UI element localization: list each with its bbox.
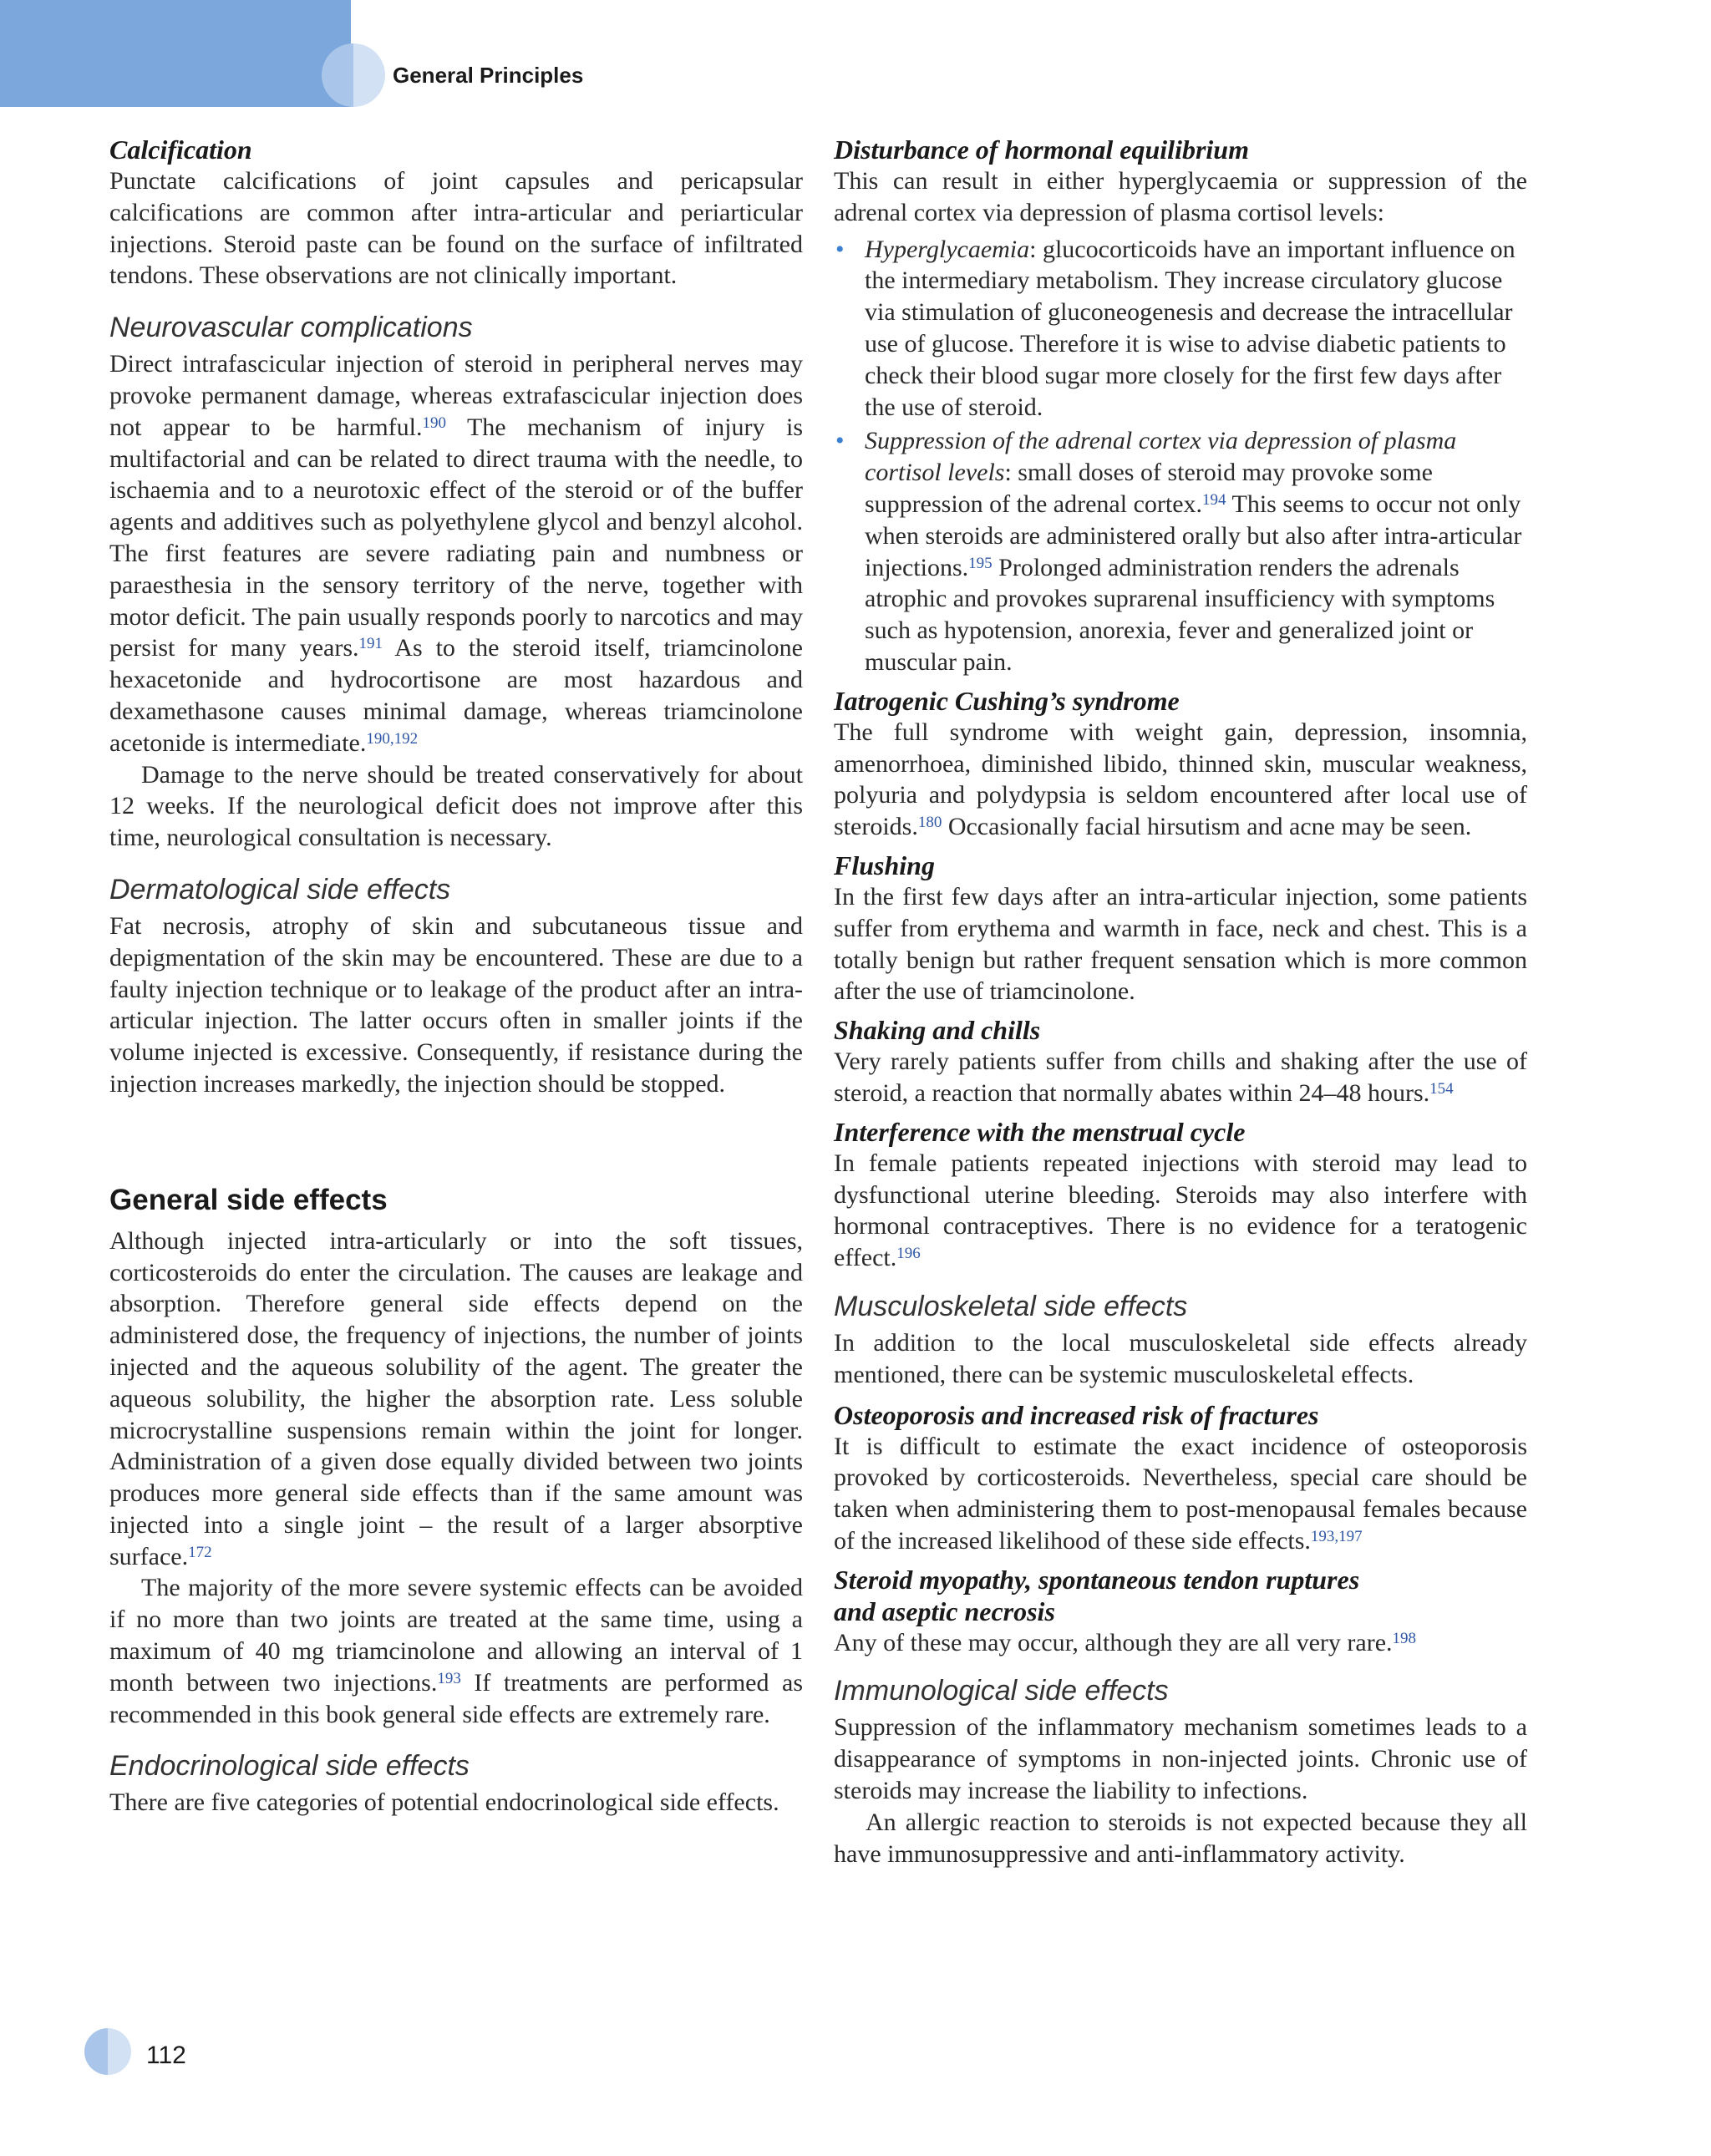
reference-180[interactable]: 180 xyxy=(917,814,942,832)
reference-195[interactable]: 195 xyxy=(968,554,993,572)
neurovascular-heading: Neurovascular complications xyxy=(109,312,473,344)
cushing-paragraph: The full syndrome with weight gain, depression, insomnia, amenorrhoea, diminished libido, thinned skin, muscular weakness, polyuria and polydypsia is seldom encountered after local use of steroids.$^{180}$ Occasionally facial hirsutism and acne may be seen. xyxy=(834,718,1527,841)
bullet-icon: • xyxy=(835,427,845,455)
osteoporosis-heading: Osteoporosis and increased risk of fractures xyxy=(834,1399,1319,1430)
neurovascular-paragraph-1: Direct intrafascicular injection of steroid in peripheral nerves may provoke permanent damage, whereas extrafascicular injection does not appear to be harmful.$^{190}$ The mechanism of injury is multifactorial and can be related to direct trauma with the needle, to ischaemia and to a neurotoxic effect of the steroid or of the buffer agents and additives such as polyethylene glycol and benzyl alcohol. The first features are severe radiating pain and numbness or paraesthesia in the sensory territory of the nerve, together with motor deficit. The pain usually responds poorly to narcotics and may persist for many years.$^{191}$ As to the steroid itself, triamcinolone hexacetonide and hydrocortisone are most hazardous and dexamethasone causes minimal damage, whereas triamcinolone acetonide is intermediate.$^{190,192}$ xyxy=(109,350,804,757)
right-column xyxy=(834,134,1527,1869)
calcification-heading: Calcification xyxy=(109,134,252,165)
reference-191[interactable]: 191 xyxy=(358,635,383,653)
immunological-paragraph-1: Suppression of the inflammatory mechanism sometimes leads to a disappearance of symptoms in non-injected joints. Chronic use of steroids may increase the liability to infections. xyxy=(834,1713,1527,1805)
reference-190[interactable]: 190 xyxy=(422,413,446,432)
endocrinological-heading: Endocrinological side effects xyxy=(109,1750,470,1783)
menstrual-paragraph: In female patients repeated injections with steroid may lead to dysfunctional uterine bleeding. Steroids may also interfere with hormonal contraceptives. There is no evidence for a teratogenic effect.$^{196}$ xyxy=(834,1149,1527,1272)
header-circle-icon xyxy=(322,43,385,107)
myopathy-paragraph: Any of these may occur, although they are all very rare.$^{198}$ xyxy=(834,1628,1417,1656)
reference-190-192[interactable]: 190,192 xyxy=(366,729,419,748)
neurovascular-paragraph-2: Damage to the nerve should be treated conservatively for about 12 weeks. If the neurological deficit does not improve after this time, neurological consultation is necessary. xyxy=(109,760,803,852)
shaking-heading: Shaking and chills xyxy=(834,1015,1041,1046)
shaking-paragraph: Very rarely patients suffer from chills and shaking after the use of steroid, a reaction that normally abates within 24–48 hours.$^{154}$ xyxy=(834,1048,1527,1107)
flushing-heading: Flushing xyxy=(834,850,935,880)
calcification-paragraph: Punctate calcifications of joint capsules and pericapsular calcifications are common after intra-articular and periarticular injections. Steroid paste can be found on the surface of infiltrated tendons. These observations are not clinically important. xyxy=(109,167,803,290)
myopathy-heading-line-1: Steroid myopathy, spontaneous tendon ruptures xyxy=(834,1564,1360,1595)
musculoskeletal-heading: Musculoskeletal side effects xyxy=(834,1290,1188,1322)
hormonal-bullet-list xyxy=(834,234,1527,678)
reference-172[interactable]: 172 xyxy=(188,1543,212,1561)
reference-193[interactable]: 193 xyxy=(437,1669,461,1687)
reference-196[interactable]: 196 xyxy=(896,1245,921,1263)
general-paragraph-2: The majority of the more severe systemic effects can be avoided if no more than two joints are treated at the same time, using a maximum of 40 mg triamcinolone and allowing an interval of 1 month between two injections.$^{193}$ If treatments are performed as recommended in this book general side effects are extremely rare. xyxy=(109,1574,803,1728)
reference-194[interactable]: 194 xyxy=(1202,490,1226,509)
bullet-icon: • xyxy=(835,235,845,263)
hormonal-paragraph: This can result in either hyperglycaemia or suppression of the adrenal cortex via depression of plasma cortisol levels: xyxy=(834,167,1527,226)
footer-circle-icon xyxy=(84,2028,131,2075)
hormonal-heading: Disturbance of hormonal equilibrium xyxy=(834,134,1249,165)
myopathy-heading-line-2: and aseptic necrosis xyxy=(834,1595,1055,1626)
list-item: • Hyperglycaemia: glucocorticoids have an important influence on the intermediary metabolism. They increase circulatory glucose via stimulation of gluconeogenesis and decrease the intracellular use of glucose. Therefore it is wise to advise diabetic patients to check their blood sugar more closely for the first few days after the use of steroid. xyxy=(835,235,1516,421)
musculoskeletal-paragraph: In addition to the local musculoskeletal side effects already mentioned, there can be systemic musculoskeletal effects. xyxy=(834,1328,1527,1388)
list-item: • Suppression of the adrenal cortex via depression of plasma cortisol levels: small doses of steroid may provoke some suppression of the adrenal cortex.$^{194}$ This seems to occur not only when steroids are administered orally but also after intra-articular injections.$^{195}$ Prolonged administration renders the adrenals atrophic and provokes suprarenal insufficiency with symptoms such as hypotension, anorexia, fever and generalized joint or muscular pain. xyxy=(835,427,1522,676)
immunological-paragraph-2: An allergic reaction to steroids is not expected because they all have immunosuppressive and anti-inflammatory activity. xyxy=(834,1808,1527,1868)
dermatological-heading: Dermatological side effects xyxy=(109,873,451,906)
dermatological-paragraph: Fat necrosis, atrophy of skin and subcutaneous tissue and depigmentation of the skin may be encountered. These are due to a faulty injection technique or to leakage of the product after an intra-articular injection. The latter occurs often in smaller joints if the volume injected is excessive. Consequently, if resistance during the injection increases markedly, the injection should be stopped. xyxy=(109,911,803,1098)
running-head: General Principles xyxy=(393,63,584,88)
cushing-heading: Iatrogenic Cushing’s syndrome xyxy=(834,685,1180,716)
general-paragraph-1: Although injected intra-articularly or into the soft tissues, corticosteroids do enter the circulation. The causes are leakage and absorption. Therefore general side effects depend on the administered dose, the frequency of injections, the number of joints injected and the aqueous solubility of the agent. The greater the aqueous solubility, the higher the absorption rate. Less soluble microcrystalline suspensions remain within the joint for longer. Administration of a given dose equally divided between two joints produces more general side effects than if the same amount was injected into a single joint – the result of a larger absorptive surface.$^{172}$ xyxy=(109,1226,803,1570)
osteoporosis-paragraph: It is difficult to estimate the exact incidence of osteoporosis provoked by corticosteroids. Nevertheless, special care should be taken when administering them to post-menopausal females because of the increased likelihood of these side effects.$^{193,197}$ xyxy=(834,1432,1527,1555)
menstrual-heading: Interference with the menstrual cycle xyxy=(834,1116,1246,1147)
page-number: 112 xyxy=(146,2042,186,2069)
header-band xyxy=(0,0,351,107)
reference-198[interactable]: 198 xyxy=(1392,1629,1417,1647)
reference-193-197[interactable]: 193,197 xyxy=(1310,1527,1363,1545)
endocrinological-paragraph: There are five categories of potential endocrinological side effects. xyxy=(109,1788,779,1817)
left-column xyxy=(109,134,803,1819)
reference-154[interactable]: 154 xyxy=(1429,1079,1454,1098)
flushing-paragraph: In the first few days after an intra-articular injection, some patients suffer from erythema and warmth in face, neck and chest. This is a totally benign but rather frequent sensation which is more common after the use of triamcinolone. xyxy=(834,882,1527,1006)
general-side-effects-heading: General side effects xyxy=(109,1183,388,1216)
immunological-heading: Immunological side effects xyxy=(834,1675,1169,1707)
